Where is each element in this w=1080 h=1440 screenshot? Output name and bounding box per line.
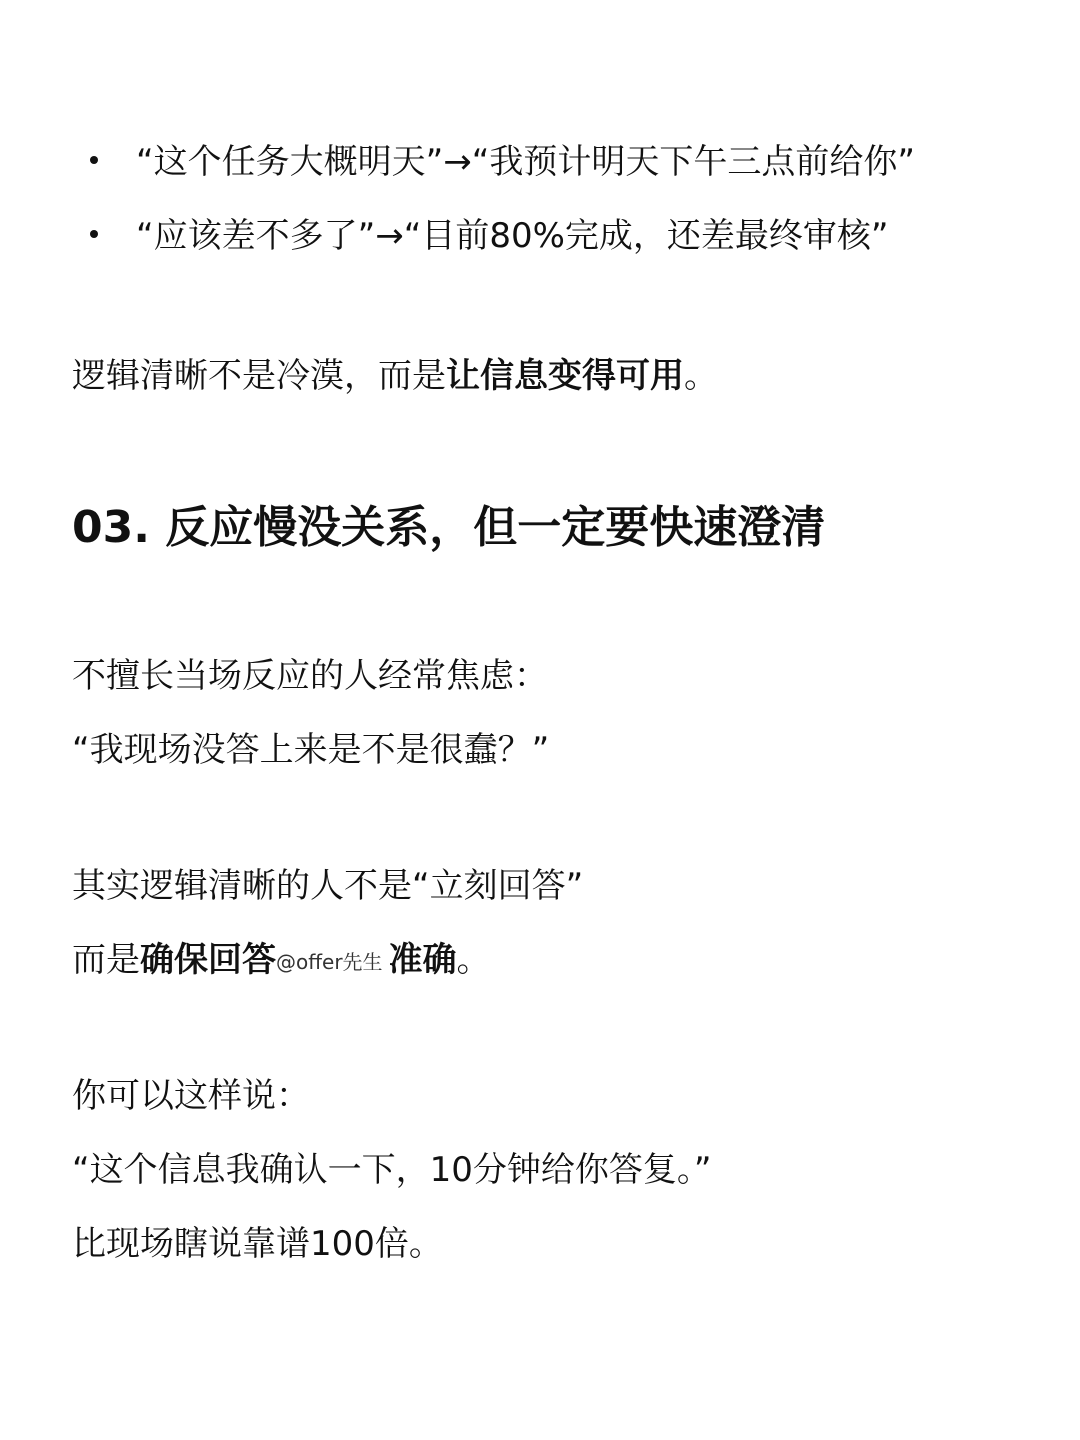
paragraph-end: 。 <box>684 356 718 396</box>
emphasis-text: 准确 <box>388 940 457 980</box>
paragraph-line: “这个信息我确认一下，10分钟给你答复。” <box>72 1150 712 1190</box>
paragraph-text: 而是 <box>72 940 140 980</box>
bullet-item-1 <box>90 140 915 184</box>
bullet-item-2 <box>90 214 889 258</box>
paragraph-line: 比现场瞎说靠谱100倍。 <box>72 1224 443 1264</box>
paragraph-line: “我现场没答上来是不是很蠢？” <box>72 730 550 770</box>
paragraph-text: 逻辑清晰不是冷漠，而是 <box>72 356 446 396</box>
paragraph-end: 。 <box>456 940 491 980</box>
paragraph-line: 你可以这样说： <box>72 1076 310 1116</box>
watermark-text: @offer先生 <box>276 950 383 974</box>
emphasis-text: 确保回答 <box>140 940 276 980</box>
bullet-text: “这个任务大概明天”→“我预计明天下午三点前给你” <box>136 142 915 182</box>
bullet-dot-icon <box>90 230 98 238</box>
emphasis-text: 让信息变得可用 <box>446 356 684 396</box>
bullet-text: “应该差不多了”→“目前80%完成，还差最终审核” <box>136 216 889 256</box>
bullet-dot-icon <box>90 156 98 164</box>
paragraph-logic-clear <box>72 354 718 398</box>
paragraph-accurate-answer <box>72 938 491 984</box>
section-heading: 03. 反应慢没关系，但一定要快速澄清 <box>72 502 826 553</box>
paragraph-line: 不擅长当场反应的人经常焦虑： <box>72 656 548 696</box>
paragraph-line: 其实逻辑清晰的人不是“立刻回答” <box>72 866 584 906</box>
